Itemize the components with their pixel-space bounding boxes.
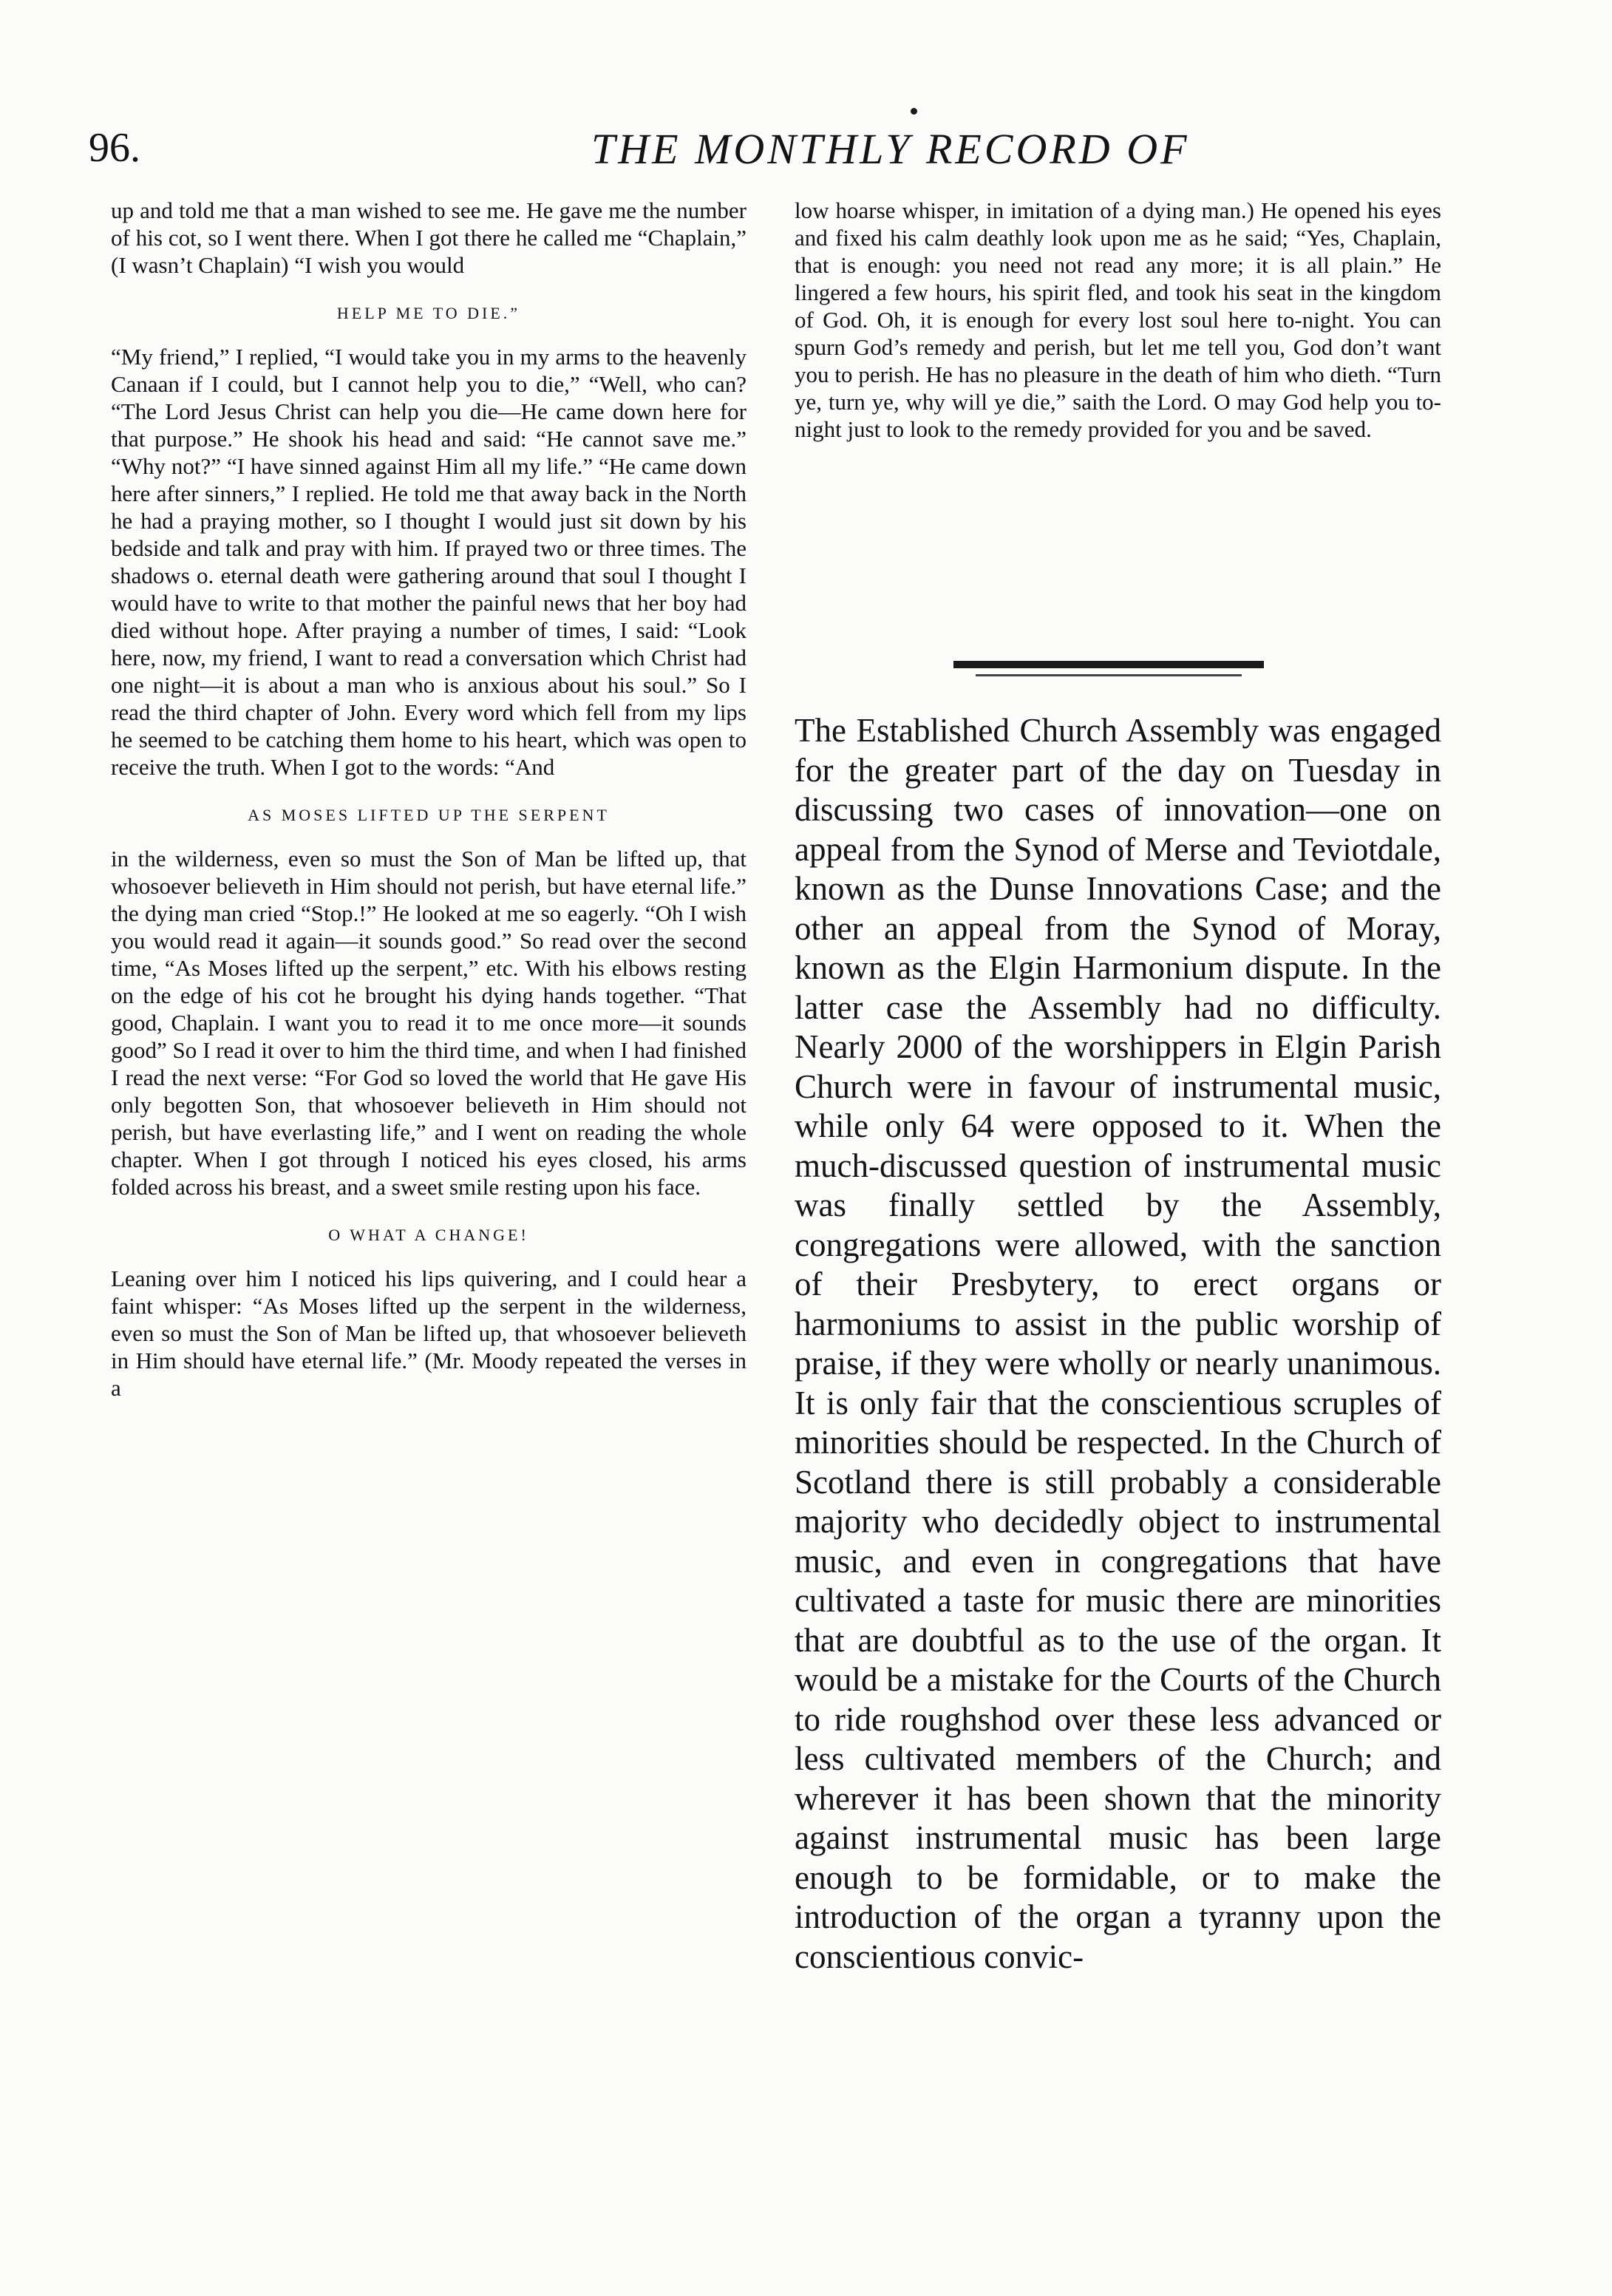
right-column-article (795, 711, 1441, 1977)
left-paragraph-4: Leaning over him I noticed his lips quivering, and I could hear a faint whisper: “As Moses lifted up the serpent in the wilderness, even so must the Son of Man be lifted up, that whosoever believeth in Him should have eternal life.” (Mr. Moody repeated the verses in a (111, 1266, 747, 1401)
left-paragraph-1: up and told me that a man wished to see me. He gave me the number of his cot, so I went there. When I got there he called me “Chaplain,” (I wasn’t Chaplain) “I wish you would (111, 197, 747, 278)
running-title: THE MONTHLY RECORD OF (591, 125, 1190, 173)
subheading-as-moses: AS MOSES LIFTED UP THE SERPENT (248, 806, 610, 824)
divider-thick-rule (953, 661, 1264, 668)
subheading-what-a-change: O WHAT A CHANGE! (328, 1226, 529, 1244)
divider-thin-rule (976, 674, 1242, 676)
article-paragraph: The Established Church Assembly was engaged for the greater part of the day on Tuesday in discussing two cases of innovation—one on appeal from the Synod of Merse and Teviotdale, known as the Dunse Innovations Case; and the other an appeal from the Synod of Moray, known as the Elgin Harmonium dispute. In the latter case the Assembly had no difficulty. Nearly 2000 of the worshippers in Elgin Parish Church were in favour of instrumental music, while only 64 were opposed to it. When the much-discussed question of instrumental music was finally settled by the Assembly, congregations were allowed, with the sanction of their Presbytery, to erect organs or harmoniums to assist in the public worship of praise, if they were wholly or nearly unanimous. It is only fair that the conscientious scruples of minorities should be respected. In the Church of Scotland there is still probably a considerable majority who decidedly object to instrumental music, and even in congregations that have cultivated a taste for music there are minorities that are doubtful as to the use of the organ. It would be a mistake for the Courts of the Church to ride roughshod over these less advanced or less cultivated members of the Church; and wherever it has been shown that the minority against instrumental music has been large enough to be formidable, or to make the introduction of the organ a tyranny upon the conscientious convic- (795, 712, 1441, 1975)
right-paragraph-1: low hoarse whisper, in imitation of a dying man.) He opened his eyes and fixed his calm deathly look upon me as he said; “Yes, Chaplain, that is enough: you need not read any more; it is all plain.” He lingered a few hours, his spirit fled, and took his seat in the kingdom of God. Oh, it is enough for every lost soul here to-night. You can spurn God’s remedy and perish, but let me tell you, God don’t want you to perish. He has no pleasure in the death of him who dieth. “Turn ye, turn ye, why will ye die,” saith the Lord. O may God help you to-night just to look to the remedy provided for you and be saved. (795, 197, 1441, 442)
left-paragraph-2: “My friend,” I replied, “I would take you in my arms to the heavenly Canaan if I could, but I cannot help you to die,” “Well, who can? “The Lord Jesus Christ can help you die—He came down here for that purpose.” He shook his head and said: “He cannot save me.” “Why not?” “I have sinned against Him all my life.” “He came down here after sinners,” I replied. He told me that away back in the North he had a praying mother, so I thought I would just sit down by his bedside and talk and pray with him. If prayed two or three times. The shadows o. eternal death were gathering around that soul I thought I would have to write to that mother the painful news that her boy had died without hope. After praying a number of times, I said: “Look here, now, my friend, I want to read a conversation which Christ had one night—it is about a man who is anxious about his soul.” So I read the third chapter of John. Every word which fell from my lips he seemed to be catching them home to his heart, which was open to receive the truth. When I got to the words: “And (111, 344, 747, 780)
section-divider (946, 656, 1271, 683)
subheading-help-me-to-die: HELP ME TO DIE.” (336, 304, 521, 322)
page-header (89, 124, 1515, 183)
right-column-top (795, 197, 1441, 443)
printer-dot (911, 108, 917, 115)
page-number: 96. (89, 125, 140, 171)
left-paragraph-3: in the wilderness, even so must the Son of Man be lifted up, that whosoever believeth in Him should not perish, but have eternal life.” the dying man cried “Stop.!” He looked at me so eagerly. “Oh I wish you would read it again—it sounds good.” So read over the second time, “As Moses lifted up the serpent,” etc. With his elbows resting on the edge of his cot he brought his dying hands together. “That good, Chaplain. I want you to read it to me once more—it sounds good” So I read it over to him the third time, and when I had finished I read the next verse: “For God so loved the world that He gave His only begotten Son, that whosoever believeth in Him should not perish, but have everlasting life,” and I went on reading the whole chapter. When I got through I noticed his eyes closed, his arms folded across his breast, and a sweet smile resting upon his face. (111, 846, 747, 1200)
left-column (111, 197, 747, 1402)
